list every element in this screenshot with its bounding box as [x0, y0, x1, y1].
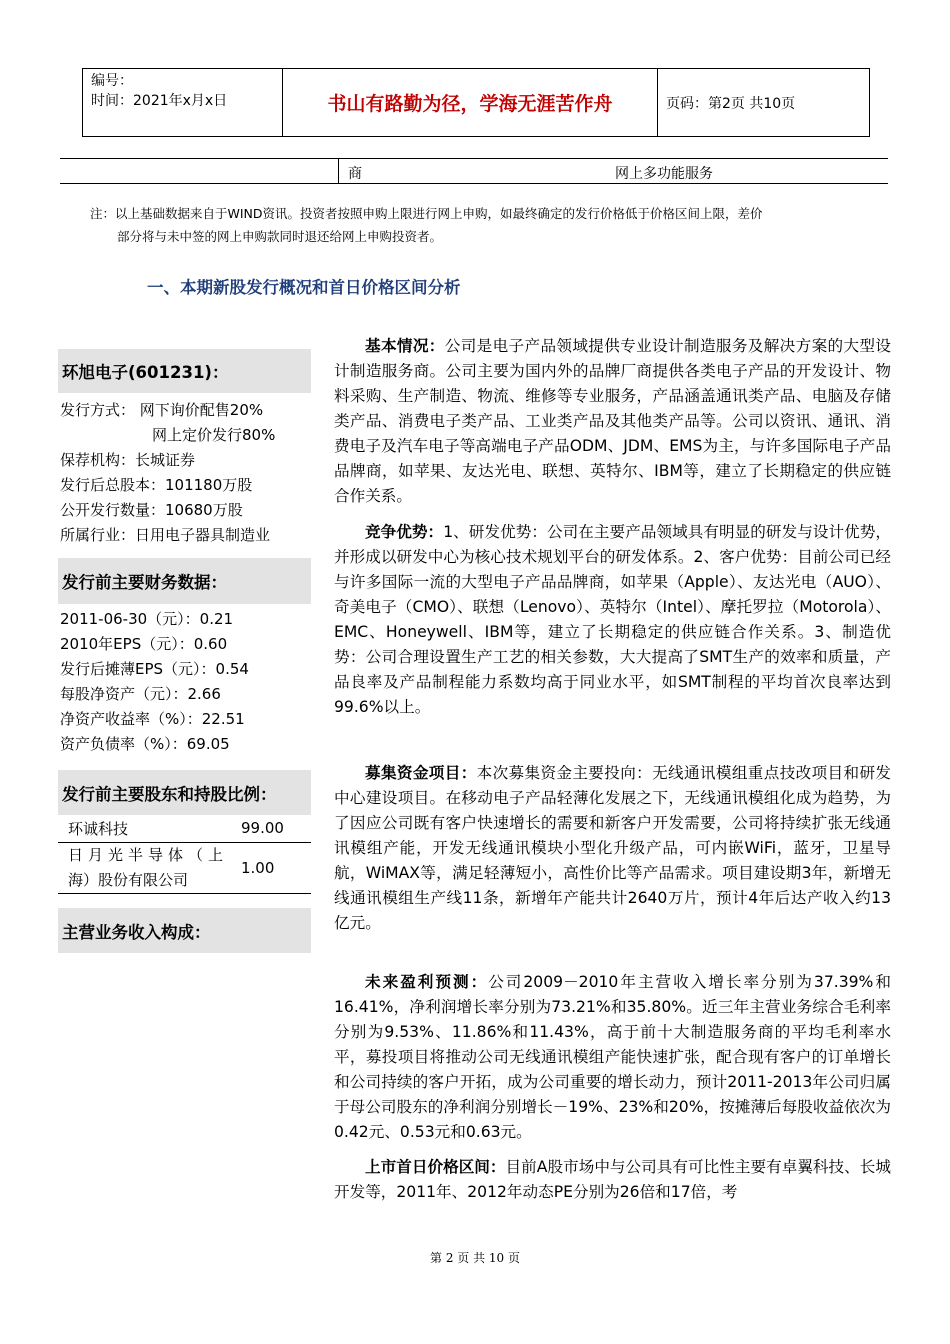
- fin-item: 发行后摊薄EPS（元）：0.54: [60, 660, 249, 678]
- revenue-heading: 主营业务收入构成：: [58, 908, 311, 953]
- holder-pct: 1.00: [241, 842, 311, 893]
- fund-label: 募集资金项目：: [365, 764, 477, 782]
- holder-name: 环诚科技: [58, 815, 241, 842]
- sponsor: 保荐机构：长城证券: [60, 451, 196, 469]
- header-table: [82, 68, 870, 137]
- public-shares: 公开发行数量：10680万股: [60, 501, 243, 519]
- fin-item: 每股净资产（元）：2.66: [60, 685, 221, 703]
- financial-heading: 发行前主要财务数据：: [58, 558, 311, 604]
- data-note: [90, 202, 890, 248]
- header-motto: 书山有路勤为径，学海无涯苦作舟: [283, 69, 658, 136]
- holders-heading: 发行前主要股东和持股比例：: [58, 770, 311, 815]
- strip-right: 网上多功能服务: [615, 166, 713, 182]
- holder-name: [58, 842, 241, 893]
- compete-text: 1、研发优势：公司在主要产品领域具有明显的研发与设计优势，并形成以研发中心为核心技术规划平台的研发体系。2、客户优势：目前公司已经与许多国际一流的大型电子产品品牌商，如苹果（Apple）、友达光电（AUO）、奇美电子（CMO）、联想（Lenovo）、英特尔（Intel）、摩托罗拉（Motorola）、EMC、Honeywell、IBM等，建立了长期稳定的供应链合作关系。3、制造优势：公司合理设置生产工艺的相关参数，大大提高了SMT生产的效率和质量，产品良率及产品制程能力系数均高于同业水平，如SMT制程的平均首次良率达到99.6%以上。: [334, 523, 891, 716]
- fin-item: 2010年EPS（元）：0.60: [60, 635, 228, 653]
- holder-name-line-2: 海）股份有限公司: [68, 870, 189, 889]
- strip-divider: [338, 159, 339, 183]
- para-forecast: [334, 970, 891, 1145]
- para-compete: [334, 520, 891, 720]
- strip-left: 商: [348, 166, 362, 182]
- para-price: [334, 1155, 891, 1205]
- header-meta: [83, 69, 283, 136]
- price-text: 目前A股市场中与公司具有可比性主要有卓翼科技、长城开发等，2011年、2012年动态PE分别为26倍和17倍，考: [334, 1158, 891, 1201]
- number-label: 编号：: [91, 73, 133, 89]
- issue-method-1: 发行方式： 网下询价配售20%: [60, 401, 264, 419]
- basic-label: 基本情况：: [365, 337, 445, 355]
- time-label: 时间：2021年x月x日: [91, 93, 228, 109]
- holder-pct: 99.00: [241, 815, 311, 842]
- para-basic: [334, 334, 891, 509]
- para-fund: [334, 761, 891, 936]
- forecast-label: 未来盈利预测：: [365, 973, 489, 991]
- total-shares: 发行后总股本：101180万股: [60, 476, 253, 494]
- fin-item: 资产负债率（%）：69.05: [60, 735, 230, 753]
- industry: 所属行业：日用电子器具制造业: [60, 526, 271, 544]
- note-line-1: 注：以上基础数据来自于WIND资讯。投资者按照申购上限进行网上申购，如最终确定的发行价格低于价格区间上限，差价: [90, 206, 763, 221]
- compete-label: 竞争优势：: [365, 523, 444, 541]
- basic-text: 公司是电子产品领域提供专业设计制造服务及解决方案的大型设计制造服务商。公司主要为国内外的品牌厂商提供各类电子产品的开发设计、物料采购、生产制造、物流、维修等专业服务，产品涵盖通讯类产品、电脑及存储类产品、消费电子类产品、工业类产品及其他类产品等。公司以资讯、通讯、消费电子及汽车电子等高端电子产品ODM、JDM、EMS为主，与许多国际电子产品品牌商，如苹果、友达光电、联想、英特尔、IBM等，建立了长期稳定的供应链合作关系。: [334, 337, 891, 505]
- page-footer: 第 2 页 共 10 页: [430, 1251, 520, 1265]
- info-strip: [60, 158, 888, 184]
- price-label: 上市首日价格区间：: [365, 1158, 506, 1176]
- section-title: 一、本期新股发行概况和首日价格区间分析: [147, 278, 461, 297]
- fund-text: 本次募集资金主要投向：无线通讯模组重点技改项目和研发中心建设项目。在移动电子产品轻薄化发展之下，无线通讯模组化成为趋势，为了因应公司既有客户快速增长的需要和新客户开发需要，公司将持续扩张无线通讯模组产能，开发无线通讯模块小型化升级产品，可内嵌WiFi，蓝牙，卫星导航，WiMAX等，满足轻薄短小，高性价比等产品需求。项目建设期3年，新增无线通讯模组生产线11条，新增年产能共计2640万片，预计4年后达产收入约13亿元。: [334, 764, 891, 932]
- table-row: [58, 842, 311, 893]
- fin-item: 2011-06-30（元）：0.21: [60, 610, 234, 628]
- forecast-text: 公司2009－2010年主营收入增长率分别为37.39%和16.41%，净利润增长率分别为73.21%和35.80%。近三年主营业务综合毛利率分别为9.53%、11.86%和11.43%，高于前十大制造服务商的平均毛利率水平，募投项目将推动公司无线通讯模组产能快速扩张，配合现有客户的订单增长和公司持续的客户开拓，成为公司重要的增长动力，预计2011-2013年公司归属于母公司股东的净利润分别增长－19%、23%和20%，按摊薄后每股收益依次为0.42元、0.53元和0.63元。: [334, 973, 891, 1141]
- company-heading: 环旭电子(601231)：: [58, 349, 311, 393]
- holders-table: [58, 815, 311, 894]
- issue-method-2: 网上定价发行80%: [152, 426, 276, 444]
- holder-name-line-1: 日月光半导体（上: [68, 845, 229, 864]
- table-row: [58, 815, 311, 842]
- header-page-info: 页码：第2页 共10页: [666, 95, 796, 112]
- note-line-2: 部分将与未中签的网上申购款同时退还给网上申购投资者。: [117, 229, 443, 244]
- fin-item: 净资产收益率（%）：22.51: [60, 710, 245, 728]
